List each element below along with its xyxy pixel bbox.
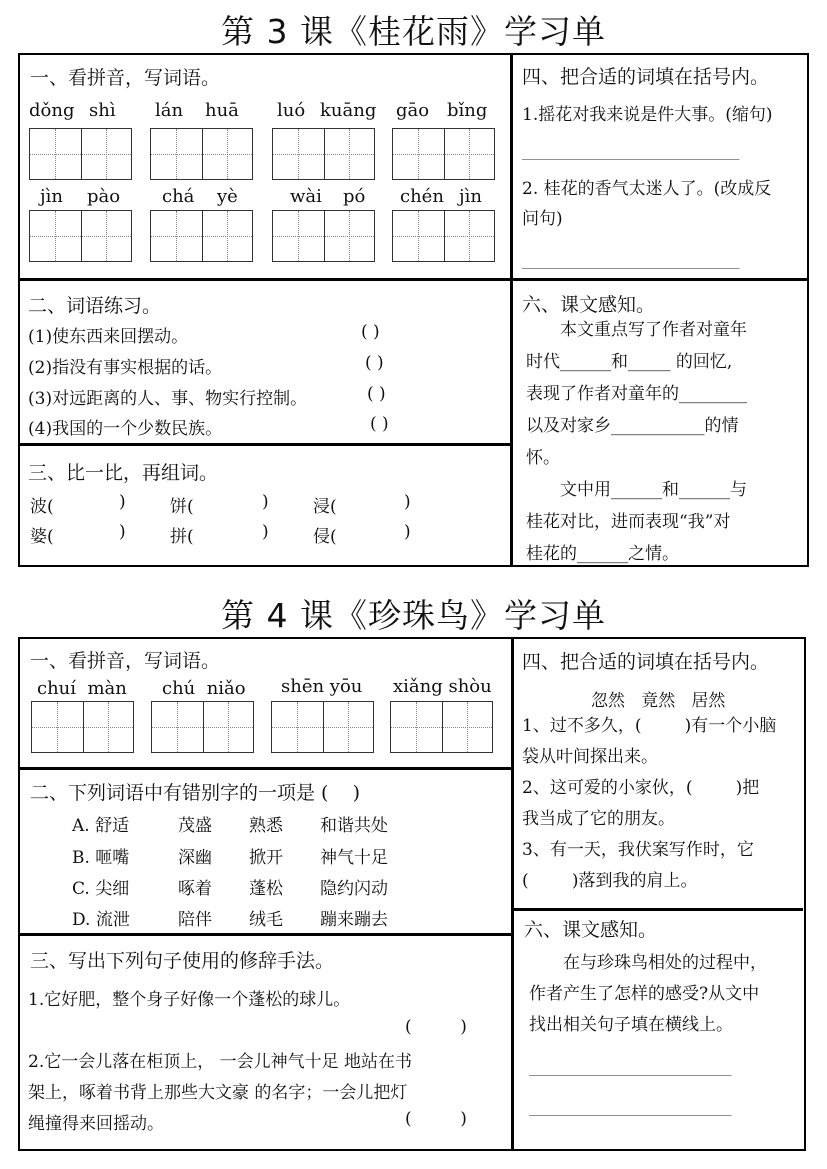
lesson4-pinyin-1: chuí màn xyxy=(37,678,127,699)
character-square[interactable] xyxy=(30,211,81,261)
lesson3-writing-box[interactable] xyxy=(272,210,375,262)
option-word: 熟悉 xyxy=(249,816,283,836)
lesson4-sec3-q1: 1.它好肥，整个身子好像一个蓬松的球儿。 xyxy=(28,990,351,1010)
lesson3-sec2-item-4: (4)我国的一个少数民族。 xyxy=(28,419,223,439)
lesson4-sec4-line[interactable]: 2、这可爱的小家伙，( )把 xyxy=(522,778,760,798)
lesson3-sec1-title: 一、看拼音，写词语。 xyxy=(30,67,221,89)
lesson3-sec4-q2-line2: 问句) xyxy=(522,209,563,229)
lesson3-pinyin-syllable: chá xyxy=(162,186,195,207)
lesson3-sec2-answer-4[interactable]: ( ) xyxy=(370,414,389,434)
lesson3-writing-box[interactable] xyxy=(392,210,495,262)
lesson3-sec3-title: 三、比一比，再组词。 xyxy=(28,462,219,484)
compare-char-qin: 侵( xyxy=(313,527,337,547)
compare-close: ) xyxy=(404,522,411,542)
lesson4-sec6-body xyxy=(529,948,767,1041)
lesson3-pinyin-syllable: jìn xyxy=(40,186,63,207)
lesson4-pinyin-3: shēn yōu xyxy=(281,676,363,697)
lesson3-pinyin-syllable: bǐng xyxy=(447,100,488,121)
lesson3-sec2-title: 二、词语练习。 xyxy=(28,295,162,317)
lesson3-pinyin-syllable: wài xyxy=(290,186,322,207)
compare-close: ) xyxy=(119,492,126,512)
lesson4-sec4-line[interactable]: 1、过不多久，( )有一个小脑 xyxy=(522,716,777,736)
lesson4-right-divider xyxy=(513,908,803,911)
option-label[interactable]: C. 尖细 xyxy=(72,879,130,899)
option-label[interactable]: D. 流泄 xyxy=(72,910,130,930)
lesson3-sec2-item-1: (1)使东西来回摆动。 xyxy=(28,327,189,347)
lesson3-pinyin-syllable: gāo xyxy=(396,100,430,121)
lesson3-sec6-line: 本文重点写了作者对童年 xyxy=(526,320,747,340)
lesson3-sec6-line[interactable]: 以及对家乡___________的情 xyxy=(526,416,739,436)
lesson4-sec3-q2-line3: 绳撞得来回摇动。 xyxy=(28,1114,164,1134)
character-square[interactable] xyxy=(202,129,253,179)
lesson3-pinyin-syllable: chén xyxy=(400,186,444,207)
lesson3-sec4-q2-line1: 2. 桂花的香气太迷人了。(改成反 xyxy=(522,179,772,199)
option-word: 蹦来蹦去 xyxy=(320,910,388,930)
lesson3-sec6-line[interactable]: 时代______和_____ 的回忆, xyxy=(526,352,733,372)
character-square[interactable] xyxy=(151,129,202,179)
lesson4-sec6-line: 找出相关句子填在横线上。 xyxy=(529,1015,733,1035)
option-word: 掀开 xyxy=(249,848,283,868)
lesson3-sec6-line: 怀。 xyxy=(526,448,560,468)
lesson4-pinyin-2: chú niǎo xyxy=(162,678,246,699)
lesson3-writing-box[interactable] xyxy=(150,128,253,180)
lesson3-column-divider xyxy=(510,53,513,567)
lesson4-sec6-title: 六、课文感知。 xyxy=(524,919,658,941)
lesson3-sec4-q1: 1.摇花对我来说是件大事。(缩句) xyxy=(522,105,773,125)
lesson3-pinyin-syllable: kuāng xyxy=(320,100,377,121)
character-square[interactable] xyxy=(324,211,375,261)
option-word: 深幽 xyxy=(178,848,212,868)
lesson3-sec4-q2-blank[interactable]: _____________________________ xyxy=(522,251,740,269)
lesson4-title: 第 4 课《珍珠鸟》学习单 xyxy=(221,596,606,635)
lesson3-pinyin-syllable: pó xyxy=(343,186,366,207)
lesson3-writing-box[interactable] xyxy=(29,210,132,262)
lesson4-sec6-line: 在与珍珠鸟相处的过程中， xyxy=(529,953,767,973)
option-word: 啄着 xyxy=(178,879,212,899)
lesson4-writing-box-2[interactable] xyxy=(151,701,254,753)
compare-char-pin: 拼( xyxy=(170,527,194,547)
lesson3-pinyin-syllable: luó xyxy=(277,100,306,121)
lesson4-sec3-q2-line1: 2.它一会儿落在柜顶上， 一会儿神气十足 地站在书 xyxy=(28,1052,413,1072)
lesson4-sec6-line: 作者产生了怎样的感受?从文中 xyxy=(529,984,760,1004)
lesson4-pinyin-4: xiǎng shòu xyxy=(393,676,492,697)
lesson3-pinyin-syllable: jìn xyxy=(459,186,482,207)
character-square[interactable] xyxy=(202,211,253,261)
lesson3-pinyin-syllable: yè xyxy=(217,186,238,207)
character-square[interactable] xyxy=(81,129,132,179)
lesson4-sec4-choices: 忽然 竟然 居然 xyxy=(591,691,726,711)
option-word: 陪伴 xyxy=(178,910,212,930)
lesson3-sec2-answer-2[interactable]: ( ) xyxy=(365,353,384,373)
character-square[interactable] xyxy=(273,211,324,261)
character-square[interactable] xyxy=(151,211,202,261)
lesson4-left-divider-2 xyxy=(18,933,512,936)
lesson3-sec2-item-3: (3)对远距离的人、事、物实行控制。 xyxy=(28,389,308,409)
lesson3-sec6-title: 六、课文感知。 xyxy=(522,294,656,316)
compare-close: ) xyxy=(119,522,126,542)
lesson3-sec4-q1-blank[interactable]: _____________________________ xyxy=(522,142,740,160)
lesson4-sec1-title: 一、看拼音，写词语。 xyxy=(30,650,221,672)
lesson4-sec4-line: 我当成了它的朋友。 xyxy=(522,809,675,829)
lesson4-sec4-line: 袋从叶间探出来。 xyxy=(522,747,658,767)
lesson3-sec6-line[interactable]: 桂花的______之情。 xyxy=(526,544,679,564)
lesson4-sec6-blank-2[interactable]: ___________________________ xyxy=(529,1098,732,1116)
option-label[interactable]: B. 咂嘴 xyxy=(72,848,130,868)
lesson3-writing-box[interactable] xyxy=(29,128,132,180)
lesson3-pinyin-syllable: pào xyxy=(87,186,121,207)
lesson4-sec2-title: 二、下列词语中有错别字的一项是 ( ) xyxy=(30,782,361,804)
lesson4-sec4-body xyxy=(522,711,776,897)
lesson3-sec2-answer-1[interactable]: ( ) xyxy=(361,322,380,342)
compare-char-jin: 浸( xyxy=(313,497,337,517)
lesson3-pinyin-syllable: dǒng xyxy=(29,100,75,121)
lesson4-sec4-title: 四、把合适的词填在括号内。 xyxy=(522,651,770,673)
option-word: 隐约闪动 xyxy=(320,879,388,899)
compare-close: ) xyxy=(404,492,411,512)
compare-close: ) xyxy=(262,492,269,512)
lesson4-sec4-line: 3、有一天，我伏案写作时，它 xyxy=(522,840,754,860)
lesson3-sec6-line: 桂花对比，进而表现“我”对 xyxy=(526,512,731,532)
lesson3-pinyin-syllable: huā xyxy=(205,100,239,121)
character-square[interactable] xyxy=(81,211,132,261)
lesson3-sec4-title: 四、把合适的词填在括号内。 xyxy=(522,66,770,88)
option-word: 茂盛 xyxy=(178,816,212,836)
lesson4-sec4-line[interactable]: ( )落到我的肩上。 xyxy=(522,871,698,891)
lesson4-writing-box-3[interactable] xyxy=(271,701,374,753)
option-word: 绒毛 xyxy=(249,910,283,930)
lesson4-sec3-q2-answer[interactable]: ( ) xyxy=(405,1109,467,1129)
character-square[interactable] xyxy=(324,129,375,179)
lesson4-writing-box-1[interactable] xyxy=(31,701,134,753)
character-square[interactable] xyxy=(30,129,81,179)
option-label[interactable]: A. 舒适 xyxy=(72,816,130,836)
lesson3-sec2-item-2: (2)指没有事实根据的话。 xyxy=(28,358,223,378)
lesson4-left-divider-1 xyxy=(18,767,512,770)
lesson4-column-divider xyxy=(511,637,514,1151)
lesson4-sec3-q1-answer[interactable]: ( ) xyxy=(405,1017,467,1037)
lesson3-pinyin-syllable: shì xyxy=(89,100,116,121)
compare-char-bo: 波( xyxy=(30,497,54,517)
lesson4-sec6-blank-1[interactable]: ___________________________ xyxy=(529,1058,732,1076)
compare-char-po: 婆( xyxy=(30,527,54,547)
lesson3-sec6-line[interactable]: 表现了作者对童年的________ xyxy=(526,384,747,404)
compare-close: ) xyxy=(262,522,269,542)
compare-char-bing: 饼( xyxy=(170,497,194,517)
option-word: 神气十足 xyxy=(320,848,388,868)
character-square[interactable] xyxy=(393,211,444,261)
option-word: 和谐共处 xyxy=(320,816,388,836)
character-square[interactable] xyxy=(393,129,444,179)
lesson4-sec3-title: 三、写出下列句子使用的修辞手法。 xyxy=(30,950,335,972)
lesson4-sec3-q2-line2: 架上，啄着书背上那些大文豪 的名字；一会儿把灯 xyxy=(28,1083,408,1103)
lesson3-sec6-line[interactable]: 文中用______和______与 xyxy=(526,480,747,500)
option-word: 蓬松 xyxy=(249,879,283,899)
lesson3-row-divider xyxy=(18,278,809,281)
character-square[interactable] xyxy=(273,129,324,179)
lesson3-sec6-body xyxy=(526,314,747,570)
lesson3-left-divider xyxy=(18,443,512,446)
character-square[interactable] xyxy=(444,129,495,179)
character-square[interactable] xyxy=(444,211,495,261)
lesson3-writing-box[interactable] xyxy=(392,128,495,180)
lesson3-writing-box[interactable] xyxy=(272,128,375,180)
lesson4-writing-box-4[interactable] xyxy=(390,701,493,753)
lesson3-pinyin-syllable: lán xyxy=(155,100,184,121)
lesson3-title: 第 3 课《桂花雨》学习单 xyxy=(221,12,606,51)
lesson3-writing-box[interactable] xyxy=(150,210,253,262)
lesson3-sec2-answer-3[interactable]: ( ) xyxy=(367,384,386,404)
